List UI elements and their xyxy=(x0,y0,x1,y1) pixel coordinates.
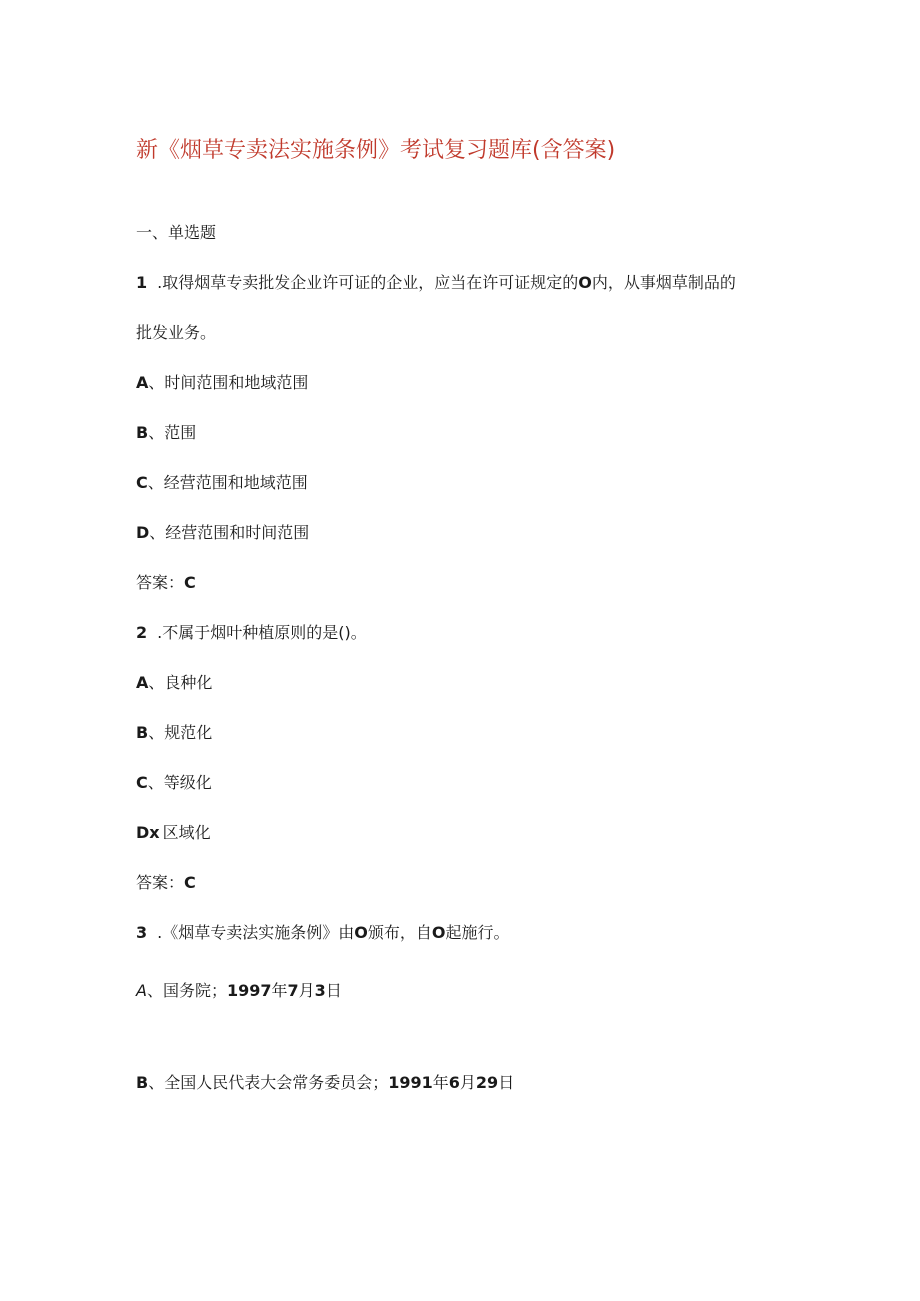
option-letter: A xyxy=(136,373,149,392)
question-2-option-b xyxy=(136,722,212,744)
section-heading: 一、单选题 xyxy=(136,223,217,242)
option-text: 、等级化 xyxy=(147,773,212,792)
option-text: 、范围 xyxy=(148,423,197,442)
option-month: 6 xyxy=(448,1073,460,1092)
question-3-option-b xyxy=(136,1072,514,1094)
question-3-stem xyxy=(136,922,509,944)
question-2-option-d xyxy=(136,822,211,844)
option-text: 月 xyxy=(459,1073,476,1092)
option-text: 日 xyxy=(498,1073,515,1092)
question-3-option-a xyxy=(136,980,342,1002)
option-letter: B xyxy=(136,723,149,742)
question-number: 3 xyxy=(136,923,148,942)
question-text: .《烟草专卖法实施条例》由 xyxy=(157,923,355,942)
question-text: .不属于烟叶种植原则的是()。 xyxy=(157,623,367,642)
question-text: 起施行。 xyxy=(445,923,510,942)
question-1-option-c xyxy=(136,472,308,494)
option-letter: A xyxy=(136,981,147,1000)
option-text: 、良种化 xyxy=(148,673,213,692)
question-1-stem-continued: 批发业务。 xyxy=(136,323,217,342)
option-letter: B xyxy=(136,423,149,442)
option-letter: C xyxy=(136,773,148,792)
option-text: 、经营范围和地域范围 xyxy=(147,473,308,492)
question-1-option-d xyxy=(136,522,309,544)
option-year: 1997 xyxy=(226,981,272,1000)
option-letter: C xyxy=(136,473,148,492)
question-2-stem xyxy=(136,622,367,644)
blank-marker: O xyxy=(354,923,368,942)
option-text: 区域化 xyxy=(162,823,211,842)
answer-value: C xyxy=(184,573,196,592)
question-text: .取得烟草专卖批发企业许可证的企业，应当在许可证规定的 xyxy=(157,273,579,292)
question-text: 颁布，自 xyxy=(367,923,432,942)
question-1-option-b xyxy=(136,422,196,444)
option-letter: D xyxy=(136,523,150,542)
answer-value: C xyxy=(184,873,196,892)
question-2-option-c xyxy=(136,772,212,794)
option-text: 、国务院； xyxy=(146,981,227,1000)
blank-marker: O xyxy=(431,923,446,942)
option-letter: Dx xyxy=(136,823,160,842)
question-1-stem xyxy=(136,272,736,294)
option-text: 、规范化 xyxy=(148,723,213,742)
option-text: 月 xyxy=(298,981,315,1000)
option-month: 7 xyxy=(287,981,299,1000)
question-2-answer xyxy=(136,872,196,894)
question-1-answer xyxy=(136,572,196,594)
option-text: 年 xyxy=(271,981,288,1000)
option-text: 、时间范围和地域范围 xyxy=(148,373,309,392)
option-text: 、全国人民代表大会常务委员会； xyxy=(148,1073,389,1092)
option-text: 、经营范围和时间范围 xyxy=(149,523,310,542)
option-letter: B xyxy=(136,1073,149,1092)
question-text: 内，从事烟草制品的 xyxy=(591,273,736,292)
question-2-option-a xyxy=(136,672,212,694)
question-number: 1 xyxy=(136,273,148,292)
question-number: 2 xyxy=(136,623,148,642)
option-day: 3 xyxy=(314,981,326,1000)
question-1-option-a xyxy=(136,372,308,394)
option-text: 日 xyxy=(325,981,342,1000)
option-day: 29 xyxy=(475,1073,499,1092)
option-letter: A xyxy=(136,673,149,692)
answer-label: 答案： xyxy=(136,873,185,892)
option-text: 年 xyxy=(432,1073,449,1092)
option-year: 1991 xyxy=(388,1073,433,1092)
document-title: 新《烟草专卖法实施条例》考试复习题库(含答案) xyxy=(136,138,616,163)
answer-label: 答案： xyxy=(136,573,185,592)
blank-marker: O xyxy=(578,273,592,292)
